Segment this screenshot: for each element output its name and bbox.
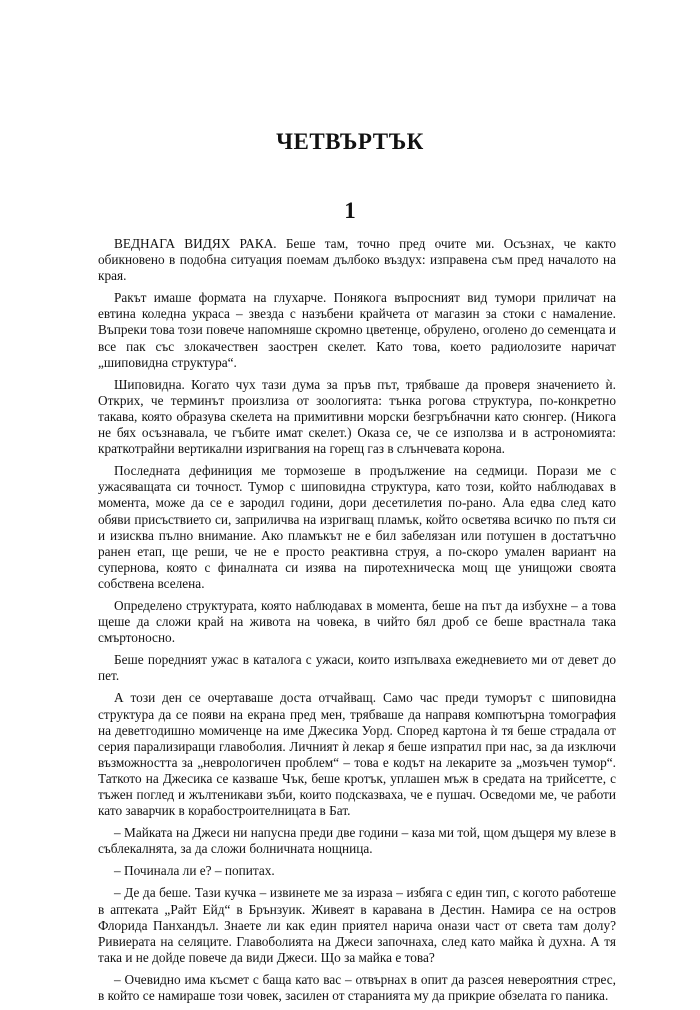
paragraph: Ракът имаше формата на глухарче. Понякога въпросният вид тумори приличат на евтина коледна украса – звезда с назъбени крайчета от магазин за стоки с намаление. Въпреки това този повече напомняше скромно цветенце, обрулено, оголено до семенцата и все пак със злокачествен заострен скелет. Като това, което радиолозите наричат „шиповидна структура“. xyxy=(98,290,616,370)
paragraph: Последната дефиниция ме тормозеше в продължение на седмици. Порази ме с ужасяващата си точност. Тумор с шиповидна структура, като този, който наблюдавах в момента, може да се е зародил години, дори десетилетия по-рано. Ала едва след като обяви присъствието си, заприличва на изригващ пламък, който осветява всичко по пътя си и изисква пълно внимание. Ако пламъкът не е бил забелязан или потушен в достатъчно ранен етап, ще реши, че не е просто реактивна струя, а по-скоро умален вариант на супернова, която с финалната си изява на пиротехническа мощ ще унищожи своята собствена вселена. xyxy=(98,463,616,591)
paragraph: – Очевидно има късмет с баща като вас – отвърнах в опит да разсея невероятния стрес, в който се намираше този човек, засилен от старанията му да прикрие обзелата го паника. xyxy=(98,971,616,1004)
paragraph: – Починала ли е? – попитах. xyxy=(114,863,275,879)
paragraph: А този ден се очертаваше доста отчайващ. Само час преди туморът с шиповидна структура да се появи на екрана пред мен, трябваше да направя компютърна томография на деветгодишно момиченце на име Джесика Уорд. Според картона ѝ тя беше страдала от серия парализиращи главоболия. Личният ѝ лекар я беше изпратил при нас, за да изключи възможността за „неврологичен проблем“ – това е кодът на лекарите за „мозъчен тумор“. Таткото на Джесика се казваше Чък, беше кротък, уплашен мъж в средата на трийсетте, с тъжен поглед и жълтеникави зъби, които подсказваха, че е пушач. Осведоми ме, че работи като заварчик в корабостроителницата в Бат. xyxy=(98,690,616,819)
paragraph: Шиповидна. Когато чух тази дума за пръв път, трябваше да проверя значението ѝ. Открих, че терминът произлиза от зоологията: тънка рогова структура, по-конкретно такава, която образува скелета на примитивни морски безгръбначни като сюнгер. (Никога не бях осъзнавала, че гъбите имат скелет.) Оказа се, че се използва и в астрономията: краткотрайни вертикални изригвания на горещ газ в слънчевата корона. xyxy=(98,376,616,457)
paragraph: Беше поредният ужас в каталога с ужаси, които изпълваха ежедневието ми от девет до пет. xyxy=(98,652,616,684)
paragraph: Определено структурата, която наблюдавах в момента, беше на път да избухне – а това щеше да сложи край на живота на човека, в чийто бял дроб се беше врастнала така смъртоносно. xyxy=(98,597,616,646)
chapter-body xyxy=(98,236,616,1010)
chapter-number: 1 xyxy=(344,198,356,223)
paragraph: ВЕДНАГА ВИДЯХ РАКА. Беше там, точно пред очите ми. Осъзнах, че както обикновено в подобна ситуация поемам дълбоко въздух: изправена съм пред началото на края. xyxy=(98,236,616,284)
paragraph: – Де да беше. Тази кучка – извинете ме за израза – избяга с един тип, с когото работеше в аптеката „Райт Ейд“ в Брънзуик. Живеят в каравана в Дестин. Намира се на остров Флорида Панхандъл. Знаете ли как един приятел нарича онази част от света там долу? Ривиерата на селяците. Главоболията на Джеси започнаха, след като майка ѝ духна. А тя така и не дойде повече да види Джеси. Що за майка е това? xyxy=(98,885,616,965)
paragraph: – Майката на Джеси ни напусна преди две години – каза ми той, щом дъщеря му влезе в съблекалнята, за да сложи болничната нощница. xyxy=(98,825,616,857)
chapter-title: ЧЕТВЪРТЪК xyxy=(276,129,424,154)
